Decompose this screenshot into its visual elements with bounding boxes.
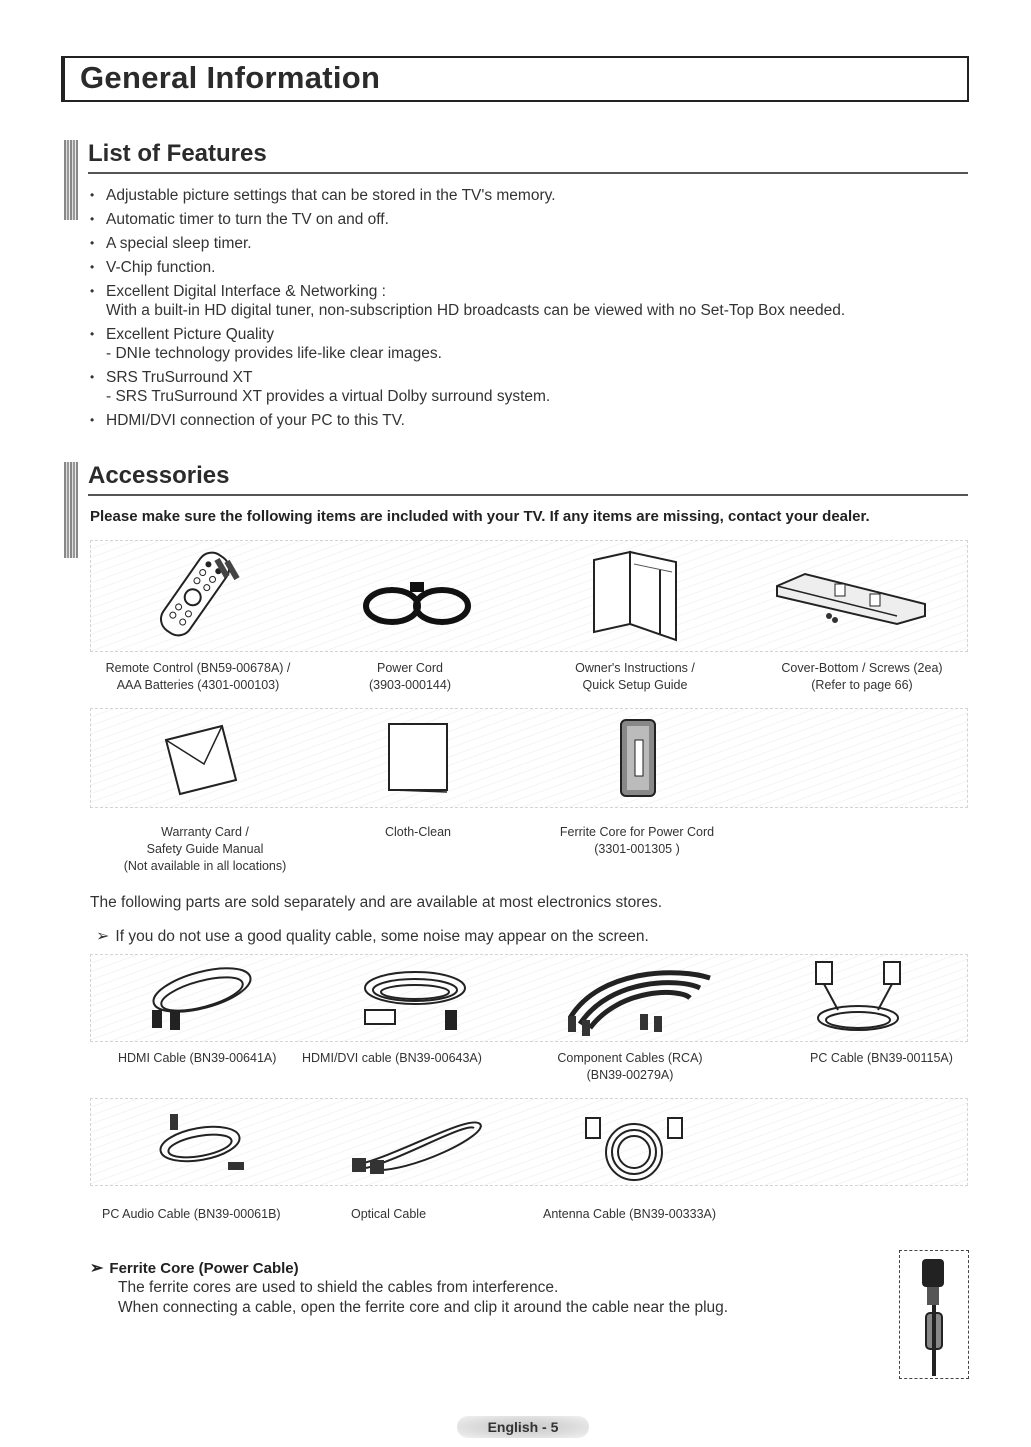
- page-title: General Information: [80, 60, 381, 95]
- optical-cable-icon: [350, 1104, 490, 1184]
- manual-icon: [590, 550, 682, 642]
- pc-cable-icon: [808, 958, 908, 1038]
- remote-control-icon: [145, 548, 245, 640]
- accessory-caption: Cloth-Clean: [384, 825, 451, 839]
- sold-separately-text: The following parts are sold separately and are available at most electronics stores.: [90, 894, 663, 911]
- list-item: • A special sleep timer.: [90, 234, 960, 253]
- cable-caption: PC Cable (BN39-00115A): [810, 1051, 953, 1065]
- features-list: [90, 186, 960, 435]
- warranty-card-icon: [160, 718, 240, 798]
- antenna-cable-icon: [582, 1112, 686, 1184]
- component-cable-icon: [560, 958, 720, 1038]
- power-plug-icon: [900, 1251, 968, 1378]
- accessories-heading: Accessories: [88, 462, 230, 489]
- cable-caption: Optical Cable: [351, 1207, 427, 1221]
- list-item: • Adjustable picture settings that can be stored in the TV's memory.: [90, 186, 960, 205]
- features-heading: List of Features: [88, 140, 267, 167]
- ferrite-note-title: ➢ Ferrite Core (Power Cable): [90, 1260, 299, 1277]
- cable-caption: HDMI Cable (BN39-00641A): [118, 1051, 277, 1065]
- cable-quality-note: ➢ If you do not use a good quality cable, some noise may appear on the screen.: [96, 928, 649, 945]
- accessory-caption: Owner's Instructions / Quick Setup Guide: [575, 661, 695, 692]
- pc-audio-cable-icon: [150, 1108, 260, 1184]
- section-bar: [64, 140, 78, 220]
- section-bar: [64, 462, 78, 558]
- cable-caption: Antenna Cable (BN39-00333A): [543, 1207, 717, 1221]
- accessory-caption: Power Cord (3903-000144): [368, 661, 451, 692]
- list-item: • SRS TruSurround XT - SRS TruSurround XT provides a virtual Dolby surround system.: [90, 368, 960, 406]
- cloth-icon: [385, 720, 455, 796]
- power-cord-icon: [362, 578, 472, 632]
- page-number: English - 5: [457, 1416, 589, 1438]
- list-item: • Excellent Picture Quality - DNIe technology provides life-like clear images.: [90, 325, 960, 363]
- accessory-caption: Cover-Bottom / Screws (2ea) (Refer to page 66): [781, 661, 943, 692]
- cover-bottom-icon: [775, 566, 935, 626]
- ferrite-illustration-box: [899, 1250, 969, 1379]
- ferrite-core-icon: [613, 718, 665, 800]
- cable-caption: PC Audio Cable (BN39-00061B): [102, 1207, 281, 1221]
- section-rule: [88, 172, 968, 174]
- hdmi-cable-icon: [142, 960, 262, 1036]
- accessory-caption: Remote Control (BN59-00678A) / AAA Batteries (4301-000103): [105, 661, 291, 692]
- list-item: • V-Chip function.: [90, 258, 960, 277]
- accessory-caption: Ferrite Core for Power Cord (3301-001305 ): [559, 825, 715, 856]
- accessory-caption: Warranty Card / Safety Guide Manual (Not available in all locations): [123, 825, 287, 873]
- cable-caption: Component Cables (RCA) (BN39-00279A): [557, 1051, 703, 1082]
- list-item: • Excellent Digital Interface & Networking : With a built-in HD digital tuner, non-subscription HD broadcasts can be viewed with no Set-Top Box needed.: [90, 282, 960, 320]
- list-item: • HDMI/DVI connection of your PC to this TV.: [90, 411, 960, 430]
- ferrite-note-body: The ferrite cores are used to shield the cables from interference. When connecting a cable, open the ferrite core and clip it around the cable near the plug.: [118, 1279, 729, 1316]
- hdmi-dvi-cable-icon: [345, 960, 485, 1036]
- list-item: • Automatic timer to turn the TV on and off.: [90, 210, 960, 229]
- section-rule: [88, 494, 968, 496]
- cable-caption: HDMI/DVI cable (BN39-00643A): [302, 1051, 482, 1065]
- accessories-notice: Please make sure the following items are included with your TV. If any items are missing, contact your dealer.: [90, 508, 870, 525]
